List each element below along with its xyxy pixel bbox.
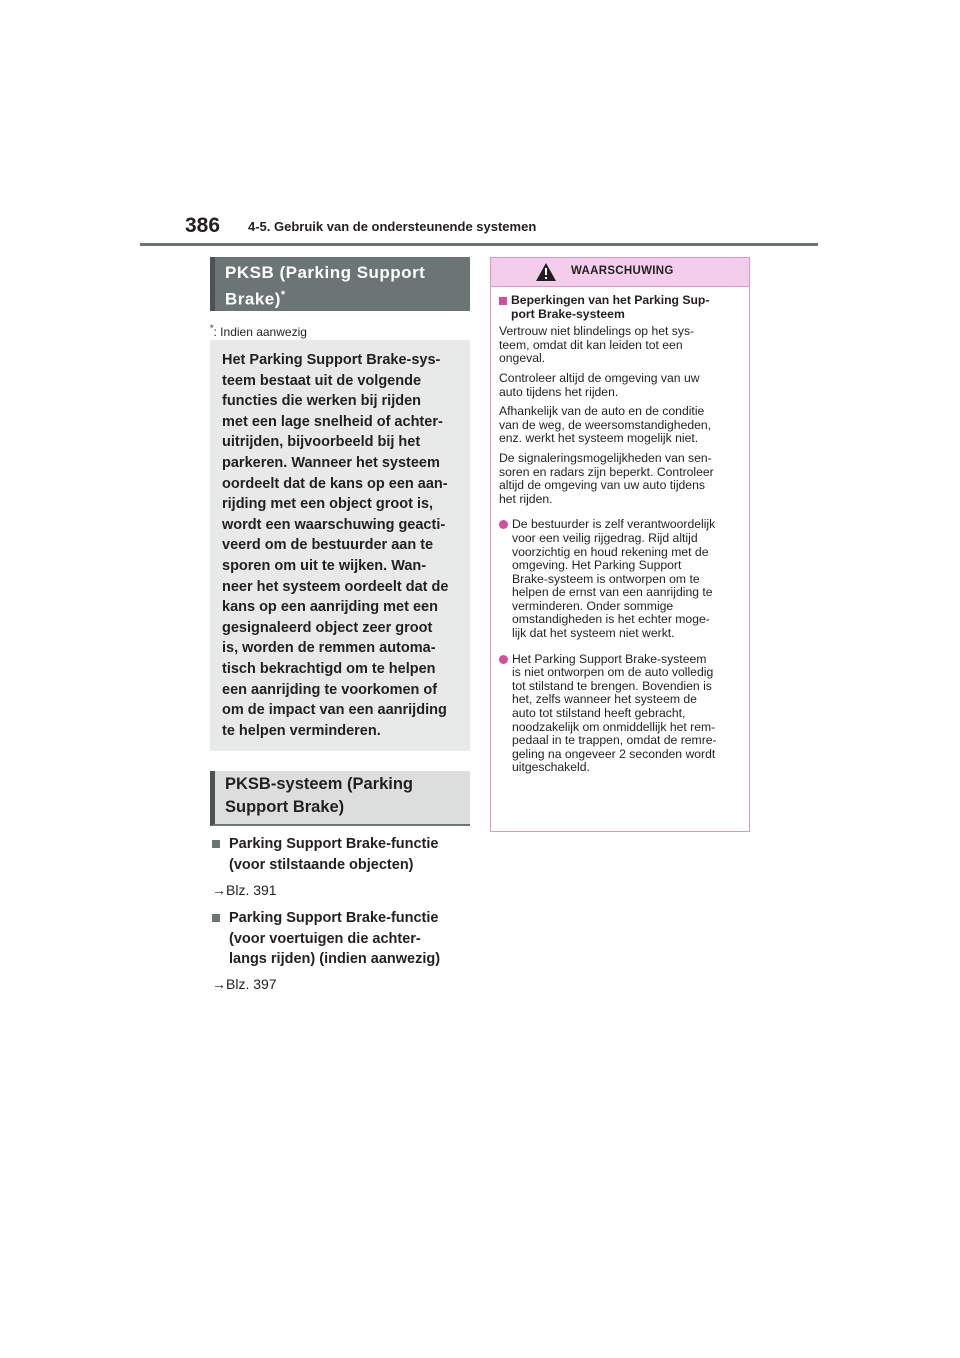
header-divider	[140, 243, 818, 246]
intro-box	[210, 340, 470, 751]
warning-paragraph: De signaleringsmogelijkheden van sen- soren en radars zijn beperkt. Controleer altijd de omgeving van uw auto tijdens het rijden.	[499, 450, 714, 506]
intro-text: Het Parking Support Brake-sys- teem bestaat uit de volgende functies die werken bij rijden met een lage snelheid of achter- uitrijden, bijvoorbeeld bij het parkeren. Wanneer het systeem oordeelt dat de kans op een aan- rijding met een object groot is, wordt een waarschuwing geacti- veerd om de bestuurder aan te sporen om uit te wijken. Wan- neer het systeem oordeelt dat de kans op een aanrijding met een gesignaleerd object zeer groot is, worden de remmen automa- tisch bekrachtigd om te helpen een aanrijding te voorkomen of om de impact van een aanrijding te helpen verminderen.	[222, 352, 449, 739]
round-bullet-icon	[499, 655, 508, 664]
page-reference-link[interactable]: →Blz. 391	[212, 882, 277, 898]
sub-heading-line2: Support Brake)	[225, 798, 345, 816]
page-header	[0, 0, 960, 250]
function-title: Parking Support Brake-functie (voor stilstaande objecten)	[229, 836, 439, 873]
section-title: 4-5. Gebruik van de ondersteunende systemen	[248, 219, 537, 234]
footnote-marker: *	[280, 289, 286, 301]
square-bullet-icon	[499, 297, 507, 305]
warning-body	[491, 287, 749, 775]
square-bullet-icon	[212, 840, 220, 848]
sub-heading-line1: PKSB-systeem (Parking	[225, 775, 413, 793]
page-reference-link[interactable]: →Blz. 397	[212, 976, 277, 992]
warning-paragraph: Controleer altijd de omgeving van uw auto tijdens het rijden.	[499, 370, 700, 399]
page-number: 386	[185, 214, 221, 237]
function-item	[212, 908, 470, 970]
warning-subheading-text: Beperkingen van het Parking Sup- port Brake-systeem	[511, 293, 710, 321]
round-bullet-icon	[499, 520, 508, 529]
sub-heading	[210, 771, 470, 826]
function-item	[212, 834, 470, 875]
warning-title: WAARSCHUWING	[571, 265, 674, 277]
footnote-text: : Indien aanwezig	[213, 325, 307, 339]
warning-box	[490, 257, 750, 832]
warning-header	[491, 258, 749, 287]
warning-paragraph: Vertrouw niet blindelings op het sys- teem, omdat dit kan leiden tot een ongeval.	[499, 324, 695, 366]
warning-bullet	[499, 518, 741, 640]
warning-subheading	[499, 294, 741, 321]
warning-triangle-icon	[535, 262, 557, 282]
main-heading	[210, 257, 470, 311]
function-title: Parking Support Brake-functie (voor voertuigen die achter- langs rijden) (indien aanwezig)	[229, 910, 441, 967]
warning-paragraph: Afhankelijk van de auto en de conditie van de weg, de weersomstandigheden, enz. werkt het systeem mogelijk niet.	[499, 404, 712, 446]
main-heading-line2: Brake)	[225, 289, 281, 309]
warning-bullet-text: De bestuurder is zelf verantwoordelijk voor een veilig rijgedrag. Rijd altijd voorzichtig en houd rekening met de omgeving. Het Parking Support Brake-systeem is ontworpen om te helpen de ernst van een aanrijding te verminderen. Onder sommige omstandigheden is het echter moge- lijk dat het systeem niet werkt.	[512, 517, 716, 641]
main-heading-line1: PKSB (Parking Support	[225, 263, 426, 282]
footnote	[210, 323, 307, 339]
square-bullet-icon	[212, 914, 220, 922]
warning-bullet	[499, 653, 741, 775]
footnote-asterisk: *	[210, 323, 214, 333]
warning-bullet-text: Het Parking Support Brake-systeem is niet ontworpen om de auto volledig tot stilstand te brengen. Bovendien is het, zelfs wanneer het systeem de auto tot stilstand heeft gebracht, noodzakelijk om onmiddellijk het rem- pedaal in te trappen, omdat de remre- geling na ongeveer 2 seconden wordt uitgeschakeld.	[512, 651, 717, 775]
